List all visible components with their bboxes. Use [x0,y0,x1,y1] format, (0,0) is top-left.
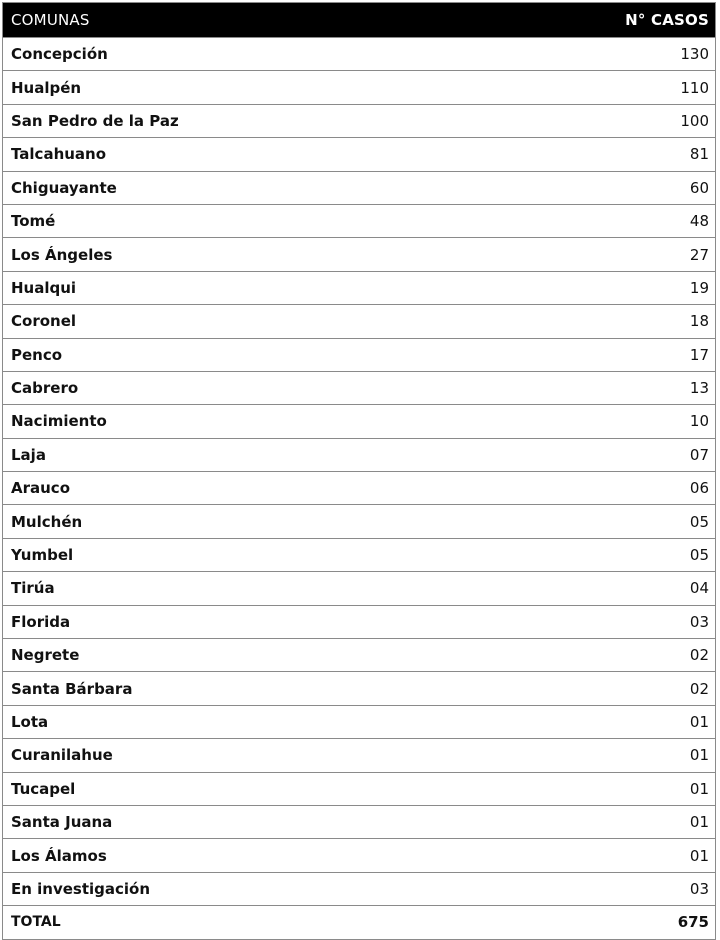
table-row [3,571,715,604]
table-row [3,237,715,270]
case-count: 02 [689,679,709,698]
case-count: 01 [689,779,709,798]
comuna-name: Hualqui [11,278,77,297]
table-row [3,538,715,571]
comuna-name: Nacimiento [11,412,107,431]
comuna-name: Tomé [11,212,56,231]
table-row [3,37,715,70]
table-row [3,605,715,638]
case-count: 17 [689,345,709,364]
case-count: 03 [689,879,709,898]
case-count: 18 [689,312,709,331]
comuna-name: Arauco [11,479,71,498]
comuna-name: Chiguayante [11,178,117,197]
case-count: 06 [689,479,709,498]
comuna-name: Curanilahue [11,746,113,765]
case-count: 05 [689,512,709,531]
comuna-name: Florida [11,612,71,631]
case-count: 07 [689,445,709,464]
comuna-name: Tucapel [11,779,76,798]
case-count: 81 [689,145,709,164]
case-count: 130 [680,45,709,64]
table-row [3,171,715,204]
column-header-comunas: COMUNAS [11,11,90,29]
case-count: 27 [689,245,709,264]
comuna-name: Penco [11,345,63,364]
case-count: 01 [689,813,709,832]
table-row [3,104,715,137]
table-row [3,438,715,471]
comuna-name: Coronel [11,312,77,331]
comuna-name: Yumbel [11,546,74,565]
case-count: 100 [680,111,709,130]
table-row [3,471,715,504]
table-row [3,805,715,838]
comuna-name: Concepción [11,45,108,64]
case-count: 19 [689,278,709,297]
table-row [3,271,715,304]
table-row [3,137,715,170]
case-count: 10 [689,412,709,431]
column-header-casos: N° CASOS [625,11,709,29]
table-row [3,772,715,805]
table-row [3,671,715,704]
table-row [3,738,715,771]
comuna-name: Tirúa [11,579,55,598]
comuna-name: Talcahuano [11,145,107,164]
case-count: 01 [689,713,709,731]
comuna-name: Hualpén [11,78,82,97]
total-count: 675 [677,913,709,932]
case-count: 02 [689,646,709,665]
total-row [3,905,715,938]
case-count: 04 [689,579,709,598]
comuna-name: San Pedro de la Paz [11,111,179,130]
table-row [3,70,715,103]
case-count: 60 [689,178,709,197]
case-count: 13 [689,379,709,398]
table-row [3,338,715,371]
comuna-name: Santa Bárbara [11,679,133,698]
table-row [3,404,715,437]
table-row [3,638,715,671]
case-count: 110 [680,78,709,97]
total-label: TOTAL [11,914,61,931]
comuna-name: En investigación [11,879,151,898]
case-count: 01 [689,846,709,865]
case-count: 01 [689,746,709,765]
table-row [3,204,715,237]
cases-table [2,2,716,940]
table-row [3,705,715,738]
case-count: 05 [689,546,709,565]
comuna-name: Cabrero [11,379,79,398]
comuna-name: Mulchén [11,512,83,531]
table-row [3,304,715,337]
table-row [3,504,715,537]
case-count: 48 [689,212,709,231]
table-row [3,872,715,905]
table-row [3,838,715,871]
comuna-name: Laja [11,445,46,464]
table-body [3,37,715,905]
table-row [3,371,715,404]
comuna-name: Santa Juana [11,813,113,832]
comuna-name: Lota [11,713,49,731]
table-header [3,3,715,37]
comuna-name: Los Ángeles [11,245,113,264]
comuna-name: Negrete [11,646,80,665]
case-count: 03 [689,612,709,631]
comuna-name: Los Álamos [11,846,107,865]
